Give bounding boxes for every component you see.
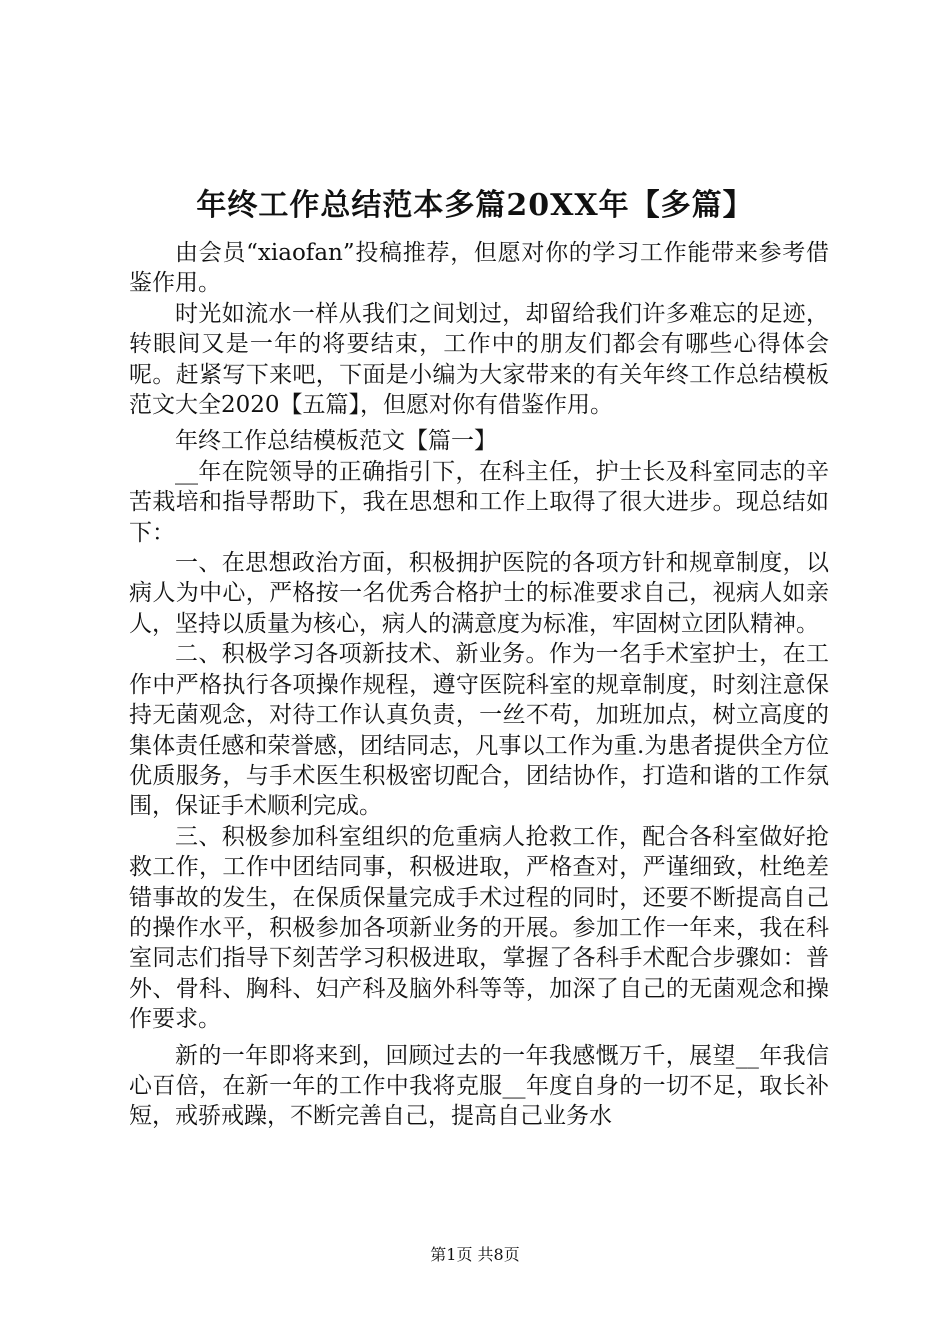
preface-paragraph: 时光如流水一样从我们之间划过，却留给我们许多难忘的足迹，转眼间又是一年的将要结束，工作中的朋友们都会有哪些心得体会呢。赶紧写下来吧，下面是小编为大家带来的有关年终工作总结模板范文大全2020【五篇】，但愿对你有借鉴作用。 [129, 300, 829, 419]
body-paragraph: 一、在思想政治方面，积极拥护医院的各项方针和规章制度，以病人为中心，严格按一名优秀合格护士的标准要求自己，视病人如亲人，坚持以质量为核心，病人的满意度为标准，牢固树立团队精神。 [129, 550, 829, 637]
body-paragraph: 新的一年即将来到，回顾过去的一年我感慨万千，展望__年我信心百倍，在新一年的工作中我将克服__年度自身的一切不足，取长补短，戒骄戒躁，不断完善自己，提高自己业务水 [129, 1042, 829, 1130]
section-heading: 年终工作总结模板范文【篇一】 [175, 428, 497, 455]
document-body [129, 238, 829, 1132]
document-title: 年终工作总结范本多篇20XX年【多篇】 [196, 188, 754, 223]
body-paragraph: 三、积极参加科室组织的危重病人抢救工作，配合各科室做好抢救工作，工作中团结同事，积极进取，严格查对，严谨细致，杜绝差错事故的发生，在保质保量完成手术过程的同时，还要不断提高自己的操作水平，积极参加各项新业务的开展。参加工作一年来，我在科室同志们指导下刻苦学习积极进取，掌握了各科手术配合步骤如：普外、骨科、胸科、妇产科及脑外科等等，加深了自己的无菌观念和操作要求。 [129, 823, 829, 1033]
intro-paragraph: 由会员“xiaofan”投稿推荐，但愿对你的学习工作能带来参考借鉴作用。 [129, 240, 829, 297]
body-paragraph: __年在院领导的正确指引下，在科主任，护士长及科室同志的辛苦栽培和指导帮助下，我在思想和工作上取得了很大进步。现总结如下： [129, 458, 829, 546]
body-paragraph: 二、积极学习各项新技术、新业务。作为一名手术室护士，在工作中严格执行各项操作规程，遵守医院科室的规章制度，时刻注意保持无菌观念，对待工作认真负责，一丝不苟，加班加点，树立高度的集体责任感和荣誉感，团结同志，凡事以工作为重.为患者提供全方位优质服务，与手术医生积极密切配合，团结协作，打造和谐的工作氛围，保证手术顺利完成。 [129, 641, 829, 820]
page-footer: 第1页 共8页 [430, 1245, 520, 1264]
